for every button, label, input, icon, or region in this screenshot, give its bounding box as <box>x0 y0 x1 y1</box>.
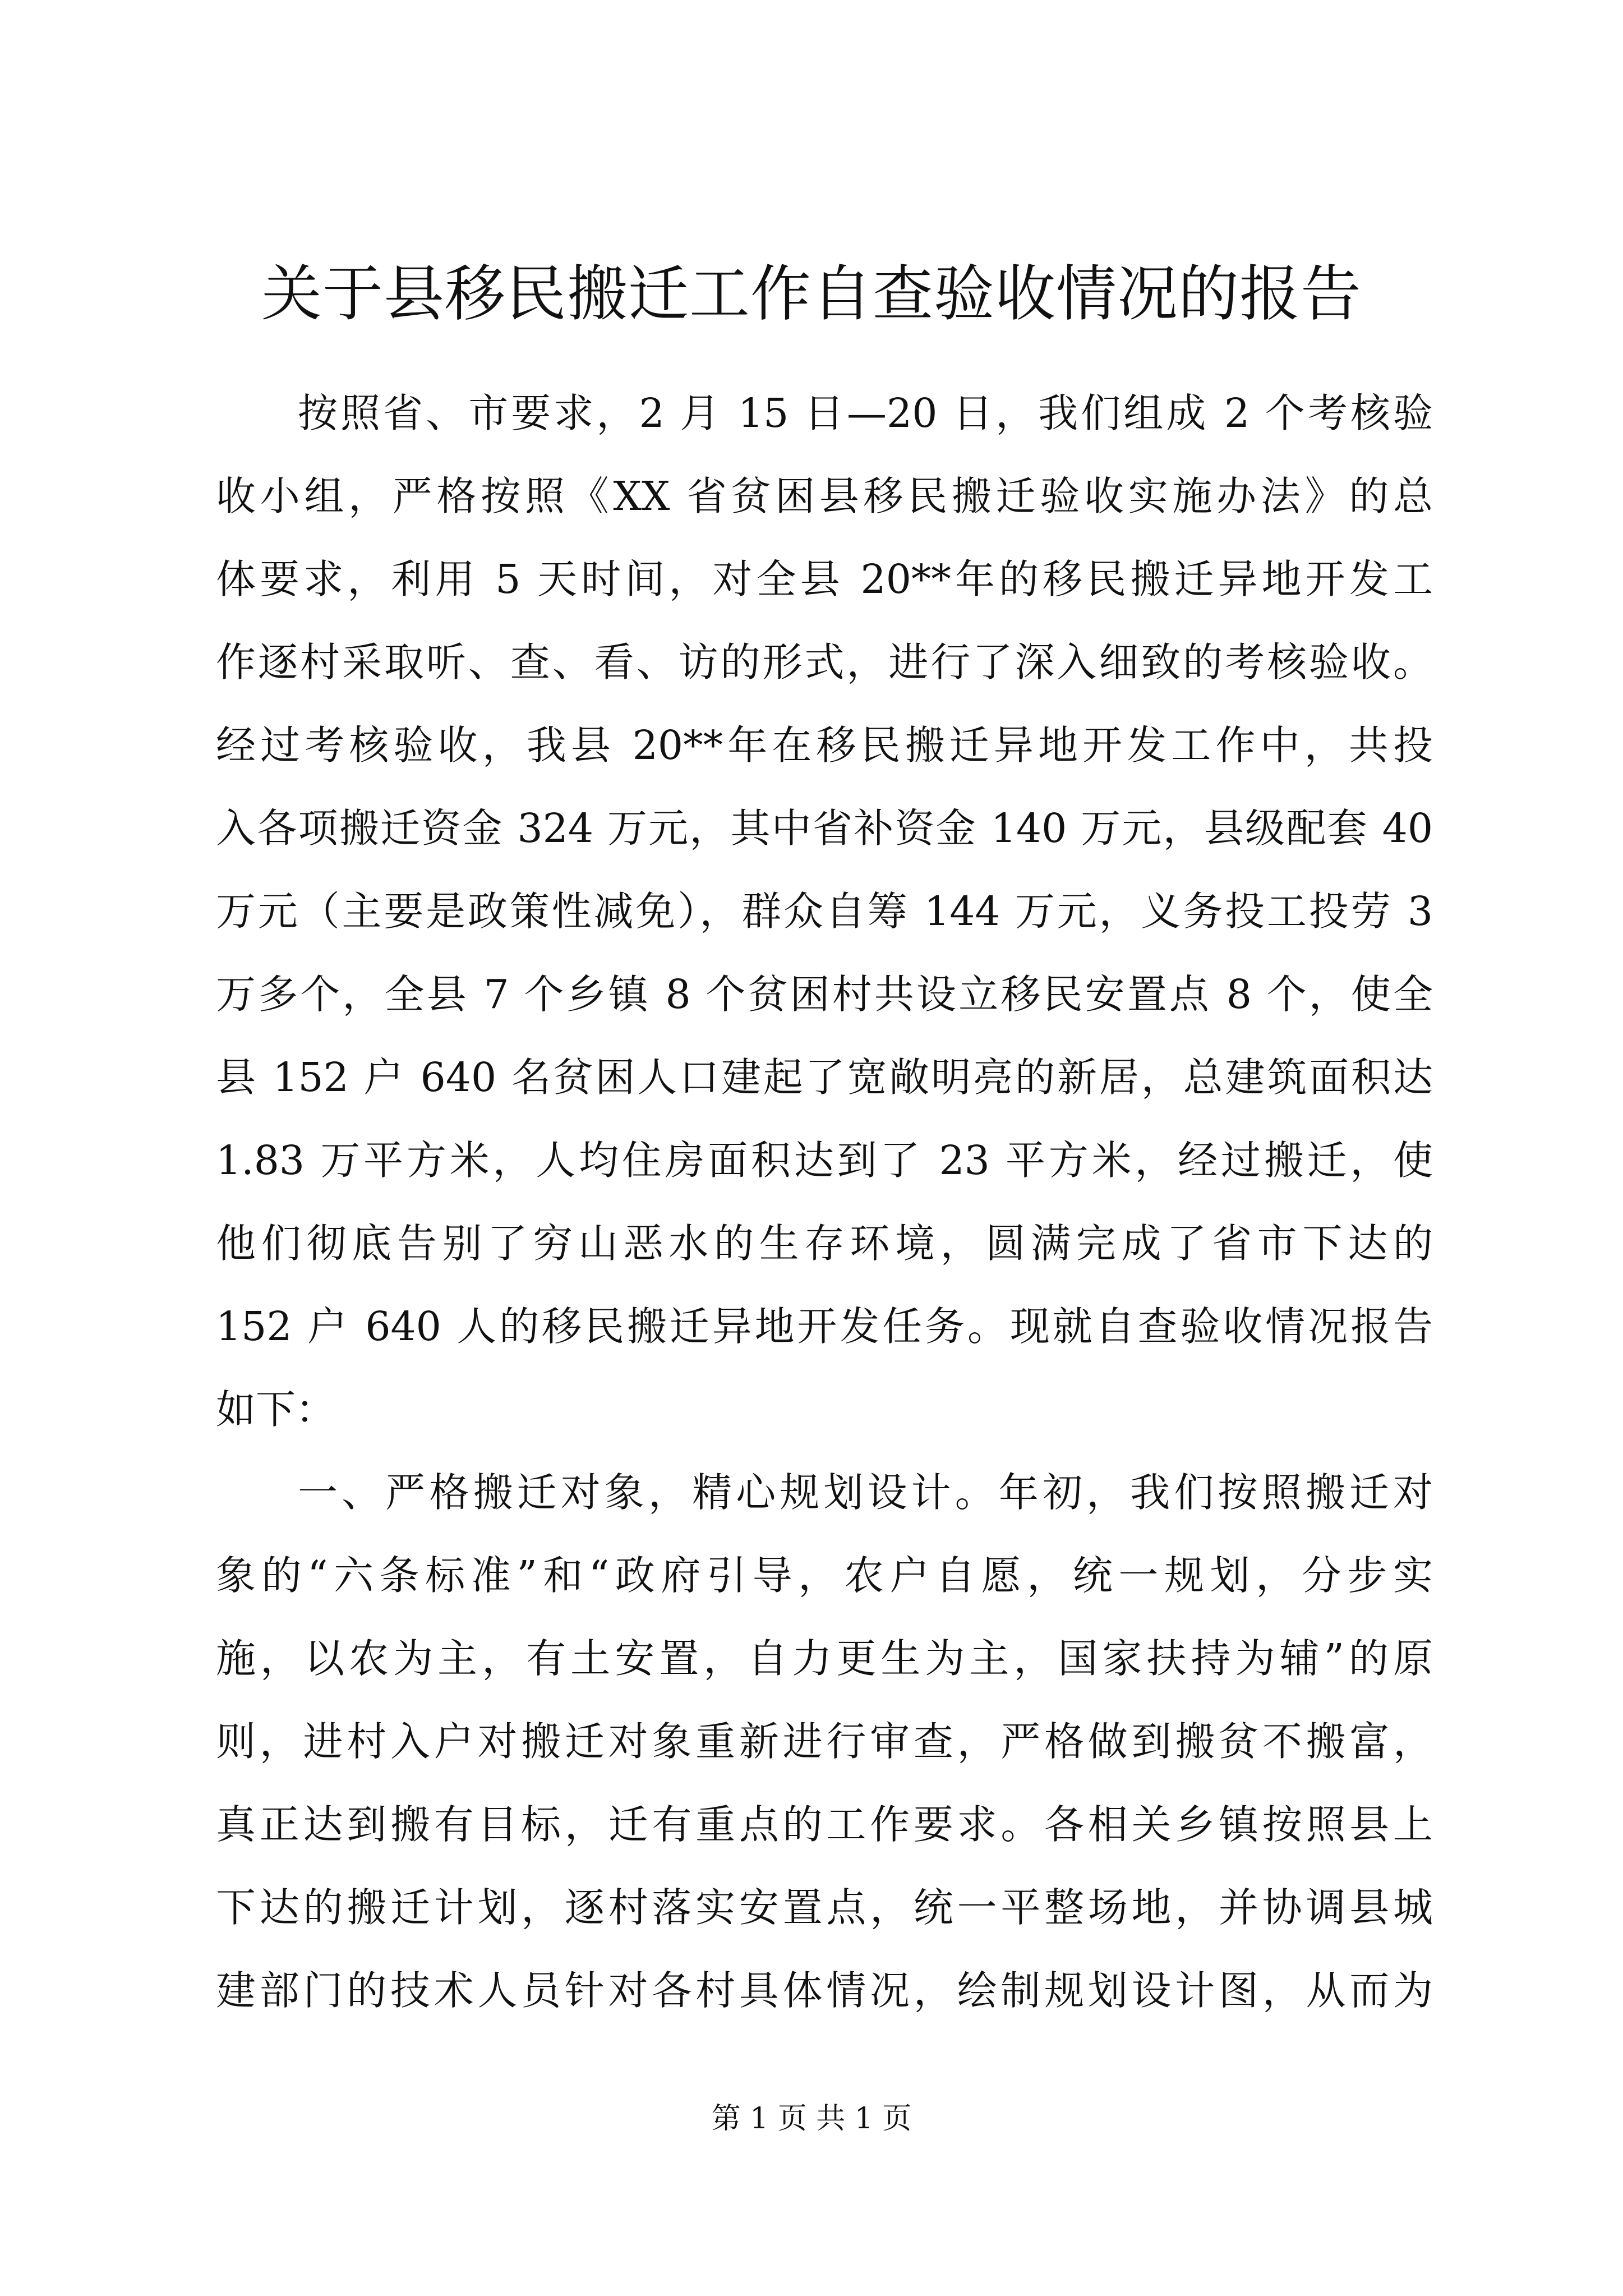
paragraph-line: 体要求，利用 5 天时间，对全县 20**年的移民搬迁异地开发工 <box>216 556 1433 602</box>
paragraph-line: 县 152 户 640 名贫困人口建起了宽敞明亮的新居，总建筑面积达 <box>216 1054 1433 1101</box>
paragraph-intro <box>216 372 1433 1451</box>
paragraph-line: 万元（主要是政策性减免），群众自筹 144 万元，义务投工投劳 3 <box>216 888 1433 935</box>
paragraph-line: 象的“六条标准”和“政府引导，农户自愿，统一规划，分步实 <box>216 1552 1433 1599</box>
paragraph-line: 施，以农为主，有土安置，自力更生为主，国家扶持为辅”的原 <box>216 1635 1433 1682</box>
paragraph-section-one <box>216 1451 1433 2032</box>
paragraph-line: 下达的搬迁计划，逐村落实安置点，统一平整场地，并协调县城 <box>216 1884 1433 1931</box>
document-body <box>216 372 1433 2032</box>
paragraph-line: 真正达到搬有目标，迁有重点的工作要求。各相关乡镇按照县上 <box>216 1801 1433 1848</box>
paragraph-line: 建部门的技术人员针对各村具体情况，绘制规划设计图，从而为 <box>216 1967 1433 2014</box>
paragraph-line: 他们彻底告别了穷山恶水的生存环境，圆满完成了省市下达的 <box>216 1220 1433 1267</box>
document-title: 关于县移民搬迁工作自查验收情况的报告 <box>261 259 1362 329</box>
paragraph-line: 1.83 万平方米，人均住房面积达到了 23 平方米，经过搬迁，使 <box>216 1137 1433 1184</box>
paragraph-line: 一、严格搬迁对象，精心规划设计。年初，我们按照搬迁对 <box>298 1469 1433 1516</box>
paragraph-line: 收小组，严格按照《XX 省贫困县移民搬迁验收实施办法》的总 <box>216 473 1433 519</box>
paragraph-line: 万多个，全县 7 个乡镇 8 个贫困村共设立移民安置点 8 个，使全 <box>216 971 1433 1018</box>
paragraph-line: 152 户 640 人的移民搬迁异地开发任务。现就自查验收情况报告 <box>216 1303 1433 1350</box>
paragraph-line: 作逐村采取听、查、看、访的形式，进行了深入细致的考核验收。 <box>216 639 1433 685</box>
paragraph-line: 按照省、市要求，2 月 15 日—20 日，我们组成 2 个考核验 <box>298 390 1433 436</box>
paragraph-line: 如下： <box>216 1386 336 1433</box>
paragraph-line: 入各项搬迁资金 324 万元，其中省补资金 140 万元，县级配套 40 <box>216 805 1433 852</box>
paragraph-line: 经过考核验收，我县 20**年在移民搬迁异地开发工作中，共投 <box>216 722 1433 769</box>
paragraph-line: 则，进村入户对搬迁对象重新进行审查，严格做到搬贫不搬富， <box>216 1718 1433 1765</box>
page-number: 第 1 页 共 1 页 <box>711 2102 912 2136</box>
